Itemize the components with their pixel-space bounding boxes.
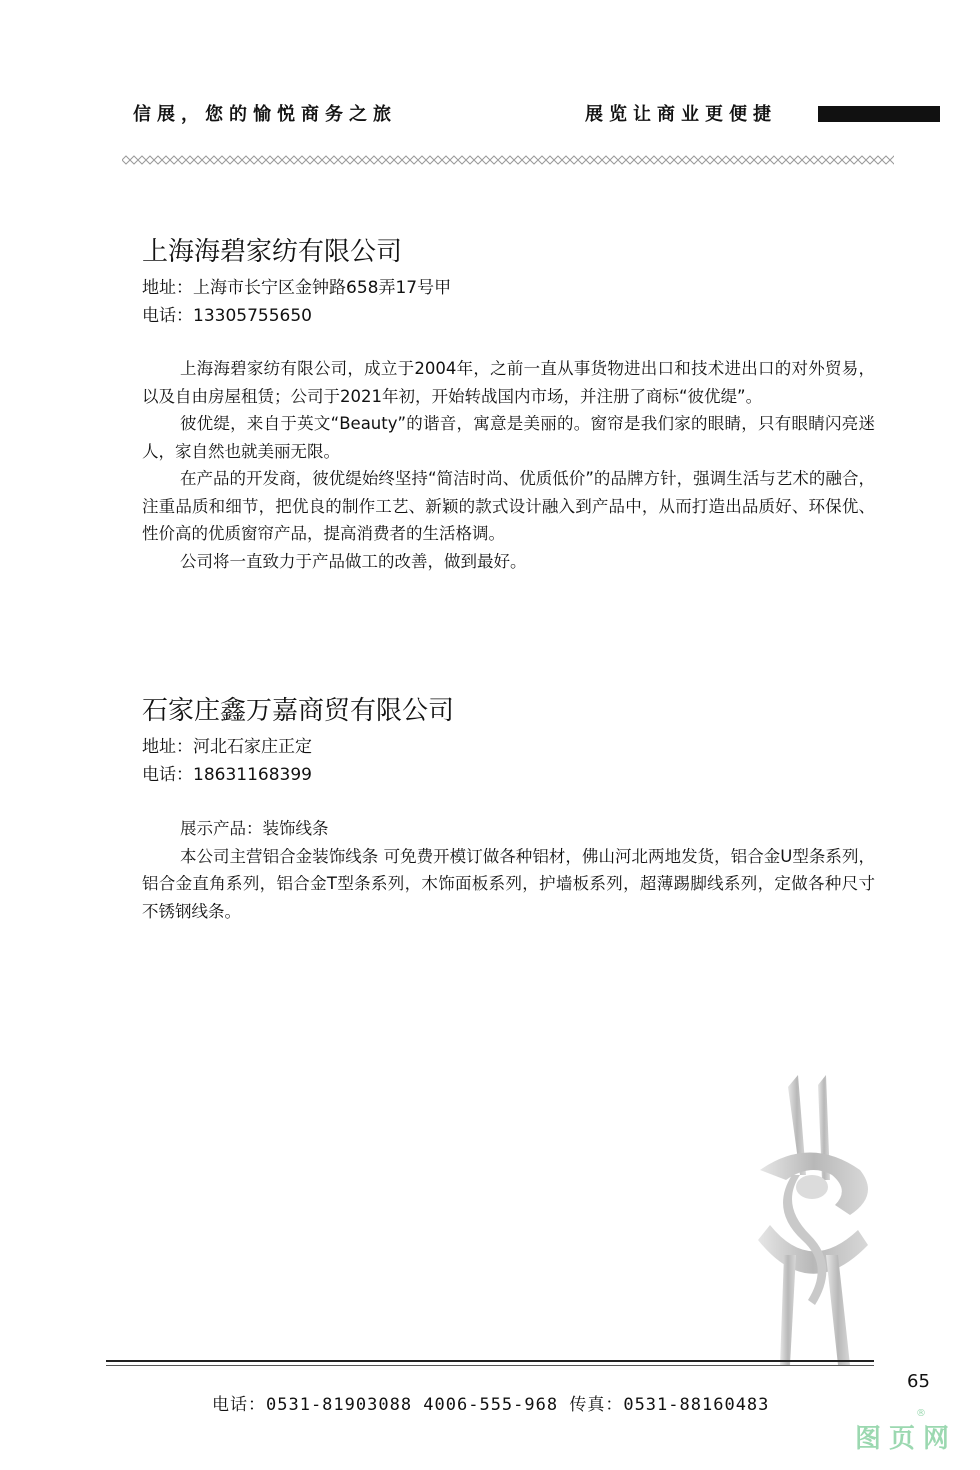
company-2-paragraph: 本公司主营铝合金装饰线条 可免费开模订做各种铝材，佛山河北两地发货，铝合金U型条系列，铝合金直角系列，铝合金T型条系列，木饰面板系列，护墙板系列，超薄踢脚线系列，定做各种尺寸不锈钢线条。 — [142, 846, 875, 921]
company-1-paragraph: 上海海碧家纺有限公司，成立于2004年，之前一直从事货物进出口和技术进出口的对外贸易，以及自由房屋租赁；公司于2021年初，开始转战国内市场，并注册了商标“彼优缇”。 — [142, 359, 875, 406]
decorative-zigzag-divider — [122, 154, 894, 166]
footer-rule-thin — [106, 1365, 874, 1366]
company-2-description — [142, 815, 875, 925]
footer-contact: 电话：0531-81903088 4006-555-968 传真：0531-88160483 — [212, 1395, 770, 1415]
company-2-phone: 电话：18631168399 — [142, 765, 312, 785]
company-1-address: 地址：上海市长宁区金钟路658弄17号甲 — [142, 278, 452, 298]
company-1-paragraph: 公司将一直致力于产品做工的改善，做到最好。 — [179, 551, 527, 571]
company-2-address: 地址：河北石家庄正定 — [142, 737, 312, 757]
company-1-paragraph: 在产品的开发商，彼优缇始终坚持“简洁时尚、优质低价”的品牌方针，强调生活与艺术的融合，注重品质和细节，把优良的制作工艺、新颖的款式设计融入到产品中，从而打造出品质好、环保优、性价高的优质窗帘产品，提高消费者的生活格调。 — [142, 469, 875, 543]
company-1-title: 上海海碧家纺有限公司 — [142, 237, 403, 267]
company-1-description — [142, 355, 875, 575]
header-right-slogan: 展览让商业更便捷 — [585, 104, 777, 125]
company-2-title: 石家庄鑫万嘉商贸有限公司 — [142, 696, 455, 726]
page-number: 65 — [907, 1371, 930, 1392]
header-left-slogan: 信展，您的愉悦商务之旅 — [133, 104, 397, 125]
company-2-paragraph: 展示产品：装饰线条 — [179, 819, 329, 838]
sculpture-image — [740, 1075, 880, 1365]
company-1-contact-block — [142, 274, 451, 330]
footer-rule-thick — [106, 1360, 874, 1362]
company-1-phone: 电话：13305755650 — [142, 306, 312, 326]
company-1-paragraph: 彼优缇，来自于英文“Beauty”的谐音，寓意是美丽的。窗帘是我们家的眼睛，只有眼睛闪亮迷人，家自然也就美丽无限。 — [142, 414, 875, 461]
header-black-bar — [818, 106, 940, 122]
watermark-logo: 图页网 — [855, 1424, 958, 1454]
watermark-registered-mark: ® — [916, 1408, 926, 1419]
company-2-contact-block — [142, 733, 312, 789]
